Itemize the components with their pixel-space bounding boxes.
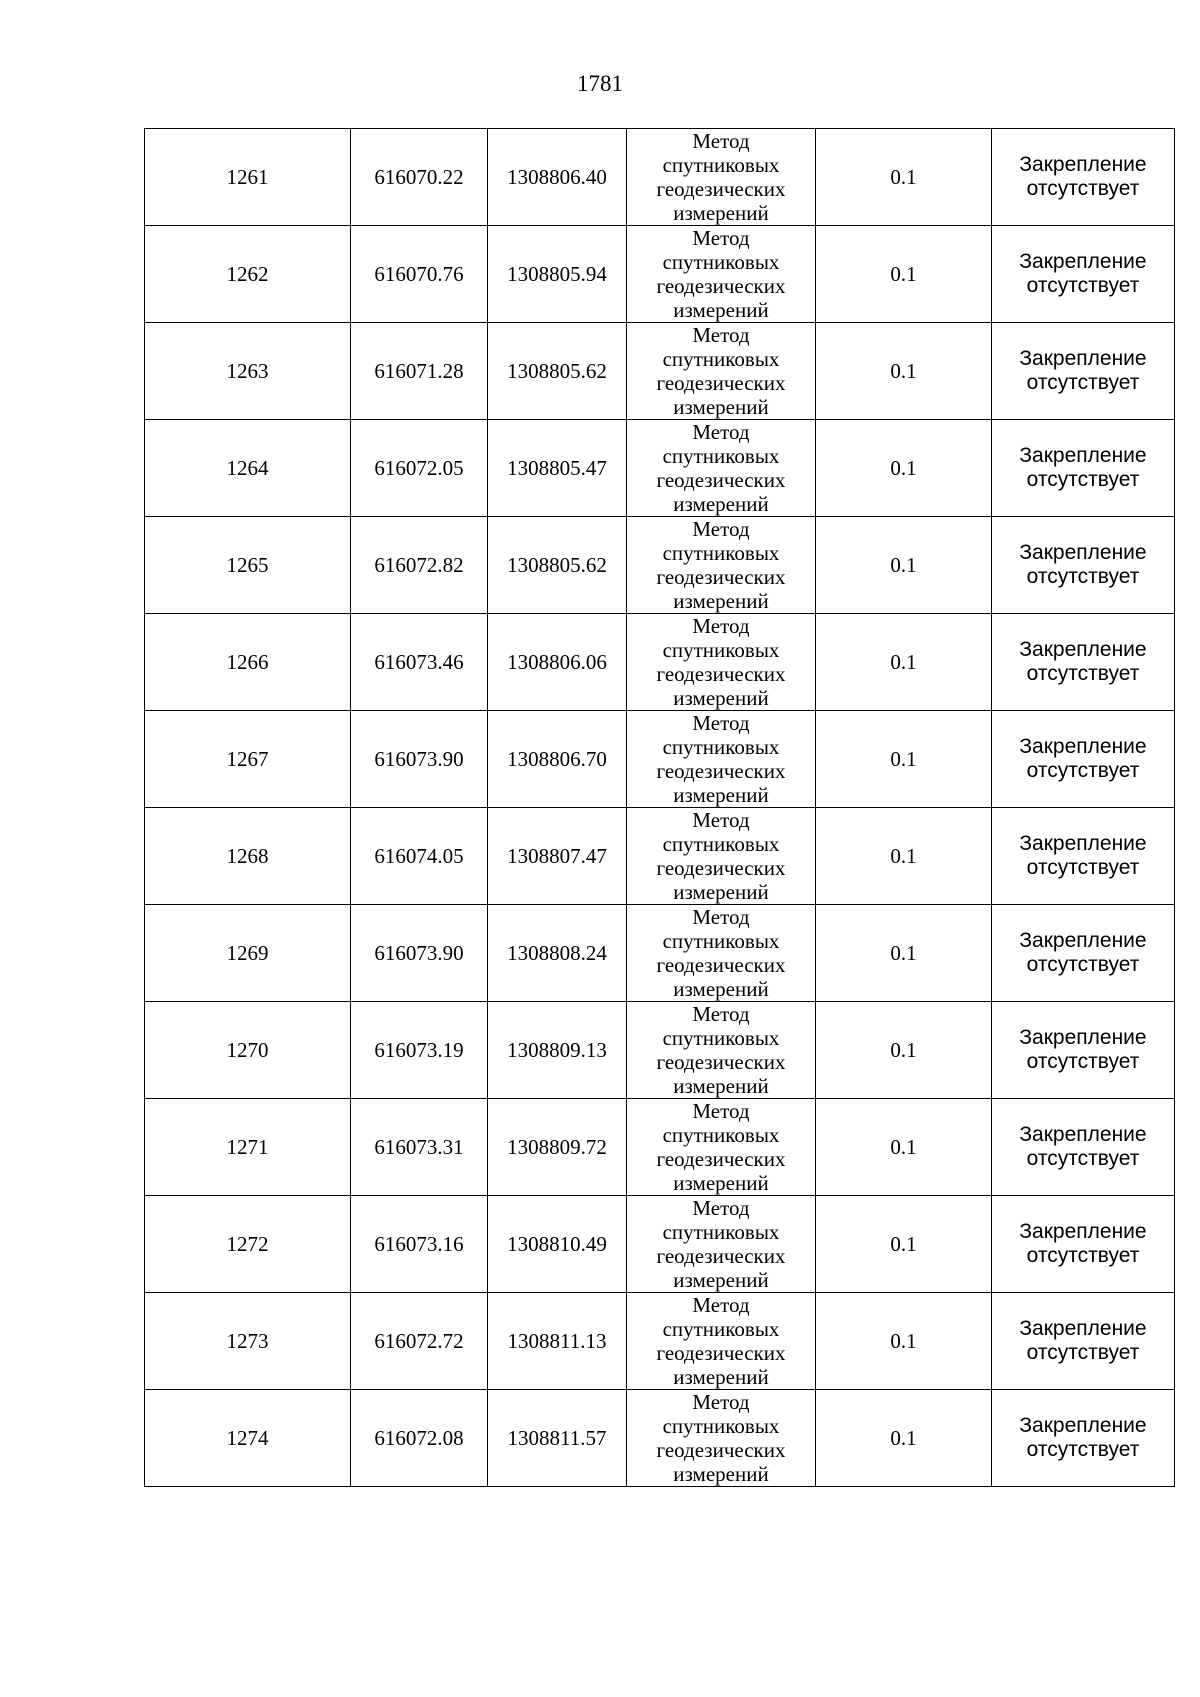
method-line: геодезических xyxy=(656,565,786,589)
fixation-line: отсутствует xyxy=(1026,565,1140,588)
point-number-cell: 1263 xyxy=(145,323,351,420)
x-coordinate-cell: 616071.28 xyxy=(351,323,488,420)
table-row xyxy=(145,323,1175,420)
y-coordinate-cell: 1308806.70 xyxy=(488,711,627,808)
fixation-cell xyxy=(992,420,1175,517)
fixation-line: отсутствует xyxy=(1026,371,1140,394)
method-line: геодезических xyxy=(656,371,786,395)
method-line: измерений xyxy=(673,1074,769,1098)
point-number-cell: 1264 xyxy=(145,420,351,517)
y-coordinate-cell: 1308805.47 xyxy=(488,420,627,517)
method-line: спутниковых xyxy=(662,1123,780,1147)
method-line: геодезических xyxy=(656,1244,786,1268)
method-line: спутниковых xyxy=(662,541,780,565)
y-coordinate-cell: 1308810.49 xyxy=(488,1196,627,1293)
fixation-cell xyxy=(992,1293,1175,1390)
y-coordinate-cell: 1308809.13 xyxy=(488,1002,627,1099)
method-line: геодезических xyxy=(656,1147,786,1171)
method-line: измерений xyxy=(673,492,769,516)
method-line: спутниковых xyxy=(662,153,780,177)
accuracy-cell: 0.1 xyxy=(816,614,992,711)
table-row xyxy=(145,1196,1175,1293)
x-coordinate-cell: 616072.05 xyxy=(351,420,488,517)
method-line: спутниковых xyxy=(662,832,780,856)
x-coordinate-cell: 616073.19 xyxy=(351,1002,488,1099)
method-cell xyxy=(627,129,816,226)
x-coordinate-cell: 616073.46 xyxy=(351,614,488,711)
point-number-cell: 1266 xyxy=(145,614,351,711)
table-row xyxy=(145,420,1175,517)
method-line: измерений xyxy=(673,201,769,225)
coordinates-table-body xyxy=(145,129,1175,1487)
fixation-line: отсутствует xyxy=(1026,1438,1140,1461)
method-line: спутниковых xyxy=(662,347,780,371)
fixation-cell xyxy=(992,226,1175,323)
fixation-cell xyxy=(992,517,1175,614)
fixation-line: Закрепление xyxy=(1019,832,1147,855)
accuracy-cell: 0.1 xyxy=(816,1390,992,1487)
method-line: измерений xyxy=(673,589,769,613)
point-number-cell: 1265 xyxy=(145,517,351,614)
method-line: геодезических xyxy=(656,1438,786,1462)
method-line: Метод xyxy=(692,1390,750,1414)
y-coordinate-cell: 1308806.40 xyxy=(488,129,627,226)
fixation-line: отсутствует xyxy=(1026,177,1140,200)
fixation-line: отсутствует xyxy=(1026,1147,1140,1170)
table-row xyxy=(145,614,1175,711)
point-number-cell: 1274 xyxy=(145,1390,351,1487)
point-number-cell: 1270 xyxy=(145,1002,351,1099)
method-line: спутниковых xyxy=(662,1414,780,1438)
x-coordinate-cell: 616072.72 xyxy=(351,1293,488,1390)
fixation-line: отсутствует xyxy=(1026,856,1140,879)
method-line: Метод xyxy=(692,1099,750,1123)
table-row xyxy=(145,1390,1175,1487)
accuracy-cell: 0.1 xyxy=(816,905,992,1002)
accuracy-cell: 0.1 xyxy=(816,711,992,808)
method-line: Метод xyxy=(692,808,750,832)
x-coordinate-cell: 616070.22 xyxy=(351,129,488,226)
table-row xyxy=(145,1002,1175,1099)
method-line: измерений xyxy=(673,1171,769,1195)
method-line: измерений xyxy=(673,395,769,419)
fixation-cell xyxy=(992,614,1175,711)
method-line: Метод xyxy=(692,226,750,250)
fixation-cell xyxy=(992,1002,1175,1099)
y-coordinate-cell: 1308809.72 xyxy=(488,1099,627,1196)
method-line: геодезических xyxy=(656,1050,786,1074)
method-line: спутниковых xyxy=(662,638,780,662)
table-row xyxy=(145,129,1175,226)
fixation-line: Закрепление xyxy=(1019,153,1147,176)
page-number: 1781 xyxy=(577,71,623,96)
method-line: измерений xyxy=(673,298,769,322)
table-row xyxy=(145,1293,1175,1390)
method-line: Метод xyxy=(692,1293,750,1317)
x-coordinate-cell: 616073.31 xyxy=(351,1099,488,1196)
y-coordinate-cell: 1308806.06 xyxy=(488,614,627,711)
method-line: спутниковых xyxy=(662,929,780,953)
method-line: спутниковых xyxy=(662,1026,780,1050)
fixation-line: отсутствует xyxy=(1026,274,1140,297)
accuracy-cell: 0.1 xyxy=(816,420,992,517)
method-cell xyxy=(627,420,816,517)
method-line: спутниковых xyxy=(662,444,780,468)
fixation-line: Закрепление xyxy=(1019,444,1147,467)
method-cell xyxy=(627,905,816,1002)
method-cell xyxy=(627,614,816,711)
y-coordinate-cell: 1308811.13 xyxy=(488,1293,627,1390)
method-cell xyxy=(627,1196,816,1293)
fixation-cell xyxy=(992,808,1175,905)
method-line: измерений xyxy=(673,686,769,710)
method-line: измерений xyxy=(673,1365,769,1389)
table-row xyxy=(145,226,1175,323)
fixation-cell xyxy=(992,1196,1175,1293)
method-line: измерений xyxy=(673,1462,769,1486)
y-coordinate-cell: 1308807.47 xyxy=(488,808,627,905)
point-number-cell: 1269 xyxy=(145,905,351,1002)
method-line: измерений xyxy=(673,1268,769,1292)
method-line: геодезических xyxy=(656,953,786,977)
fixation-line: Закрепление xyxy=(1019,929,1147,952)
table-row xyxy=(145,905,1175,1002)
x-coordinate-cell: 616073.90 xyxy=(351,711,488,808)
method-line: Метод xyxy=(692,711,750,735)
method-line: геодезических xyxy=(656,662,786,686)
x-coordinate-cell: 616070.76 xyxy=(351,226,488,323)
method-line: геодезических xyxy=(656,759,786,783)
table-row xyxy=(145,517,1175,614)
fixation-line: Закрепление xyxy=(1019,1317,1147,1340)
method-line: геодезических xyxy=(656,468,786,492)
method-cell xyxy=(627,808,816,905)
fixation-line: Закрепление xyxy=(1019,250,1147,273)
accuracy-cell: 0.1 xyxy=(816,1196,992,1293)
point-number-cell: 1273 xyxy=(145,1293,351,1390)
fixation-line: отсутствует xyxy=(1026,1050,1140,1073)
fixation-cell xyxy=(992,1099,1175,1196)
point-number-cell: 1268 xyxy=(145,808,351,905)
accuracy-cell: 0.1 xyxy=(816,1099,992,1196)
accuracy-cell: 0.1 xyxy=(816,129,992,226)
y-coordinate-cell: 1308808.24 xyxy=(488,905,627,1002)
method-line: Метод xyxy=(692,323,750,347)
method-cell xyxy=(627,1390,816,1487)
method-line: Метод xyxy=(692,1196,750,1220)
accuracy-cell: 0.1 xyxy=(816,226,992,323)
point-number-cell: 1267 xyxy=(145,711,351,808)
x-coordinate-cell: 616072.82 xyxy=(351,517,488,614)
fixation-line: Закрепление xyxy=(1019,1414,1147,1437)
method-line: Метод xyxy=(692,517,750,541)
method-cell xyxy=(627,711,816,808)
fixation-cell xyxy=(992,905,1175,1002)
method-line: Метод xyxy=(692,614,750,638)
method-cell xyxy=(627,1293,816,1390)
method-line: измерений xyxy=(673,977,769,1001)
fixation-line: Закрепление xyxy=(1019,1026,1147,1049)
y-coordinate-cell: 1308805.62 xyxy=(488,323,627,420)
method-line: Метод xyxy=(692,905,750,929)
x-coordinate-cell: 616073.90 xyxy=(351,905,488,1002)
fixation-cell xyxy=(992,711,1175,808)
method-cell xyxy=(627,1099,816,1196)
fixation-line: отсутствует xyxy=(1026,662,1140,685)
x-coordinate-cell: 616072.08 xyxy=(351,1390,488,1487)
method-line: измерений xyxy=(673,783,769,807)
method-line: геодезических xyxy=(656,274,786,298)
accuracy-cell: 0.1 xyxy=(816,323,992,420)
fixation-line: отсутствует xyxy=(1026,1341,1140,1364)
table-row xyxy=(145,711,1175,808)
accuracy-cell: 0.1 xyxy=(816,1002,992,1099)
method-line: спутниковых xyxy=(662,735,780,759)
method-line: измерений xyxy=(673,880,769,904)
method-cell xyxy=(627,226,816,323)
fixation-line: отсутствует xyxy=(1026,759,1140,782)
y-coordinate-cell: 1308811.57 xyxy=(488,1390,627,1487)
method-line: спутниковых xyxy=(662,1220,780,1244)
method-line: спутниковых xyxy=(662,250,780,274)
x-coordinate-cell: 616074.05 xyxy=(351,808,488,905)
method-line: Метод xyxy=(692,420,750,444)
x-coordinate-cell: 616073.16 xyxy=(351,1196,488,1293)
method-cell xyxy=(627,1002,816,1099)
fixation-cell xyxy=(992,1390,1175,1487)
fixation-line: отсутствует xyxy=(1026,1244,1140,1267)
method-line: Метод xyxy=(692,129,750,153)
fixation-line: отсутствует xyxy=(1026,468,1140,491)
point-number-cell: 1271 xyxy=(145,1099,351,1196)
method-line: геодезических xyxy=(656,856,786,880)
fixation-line: Закрепление xyxy=(1019,735,1147,758)
accuracy-cell: 0.1 xyxy=(816,1293,992,1390)
method-line: спутниковых xyxy=(662,1317,780,1341)
point-number-cell: 1262 xyxy=(145,226,351,323)
fixation-line: Закрепление xyxy=(1019,1123,1147,1146)
table-row xyxy=(145,1099,1175,1196)
method-cell xyxy=(627,517,816,614)
point-number-cell: 1261 xyxy=(145,129,351,226)
fixation-line: Закрепление xyxy=(1019,1220,1147,1243)
method-cell xyxy=(627,323,816,420)
fixation-line: отсутствует xyxy=(1026,953,1140,976)
fixation-cell xyxy=(992,129,1175,226)
fixation-cell xyxy=(992,323,1175,420)
method-line: геодезических xyxy=(656,1341,786,1365)
fixation-line: Закрепление xyxy=(1019,638,1147,661)
point-number-cell: 1272 xyxy=(145,1196,351,1293)
accuracy-cell: 0.1 xyxy=(816,808,992,905)
method-line: геодезических xyxy=(656,177,786,201)
coordinates-table xyxy=(144,128,1175,1487)
y-coordinate-cell: 1308805.94 xyxy=(488,226,627,323)
accuracy-cell: 0.1 xyxy=(816,517,992,614)
fixation-line: Закрепление xyxy=(1019,541,1147,564)
y-coordinate-cell: 1308805.62 xyxy=(488,517,627,614)
fixation-line: Закрепление xyxy=(1019,347,1147,370)
table-row xyxy=(145,808,1175,905)
method-line: Метод xyxy=(692,1002,750,1026)
